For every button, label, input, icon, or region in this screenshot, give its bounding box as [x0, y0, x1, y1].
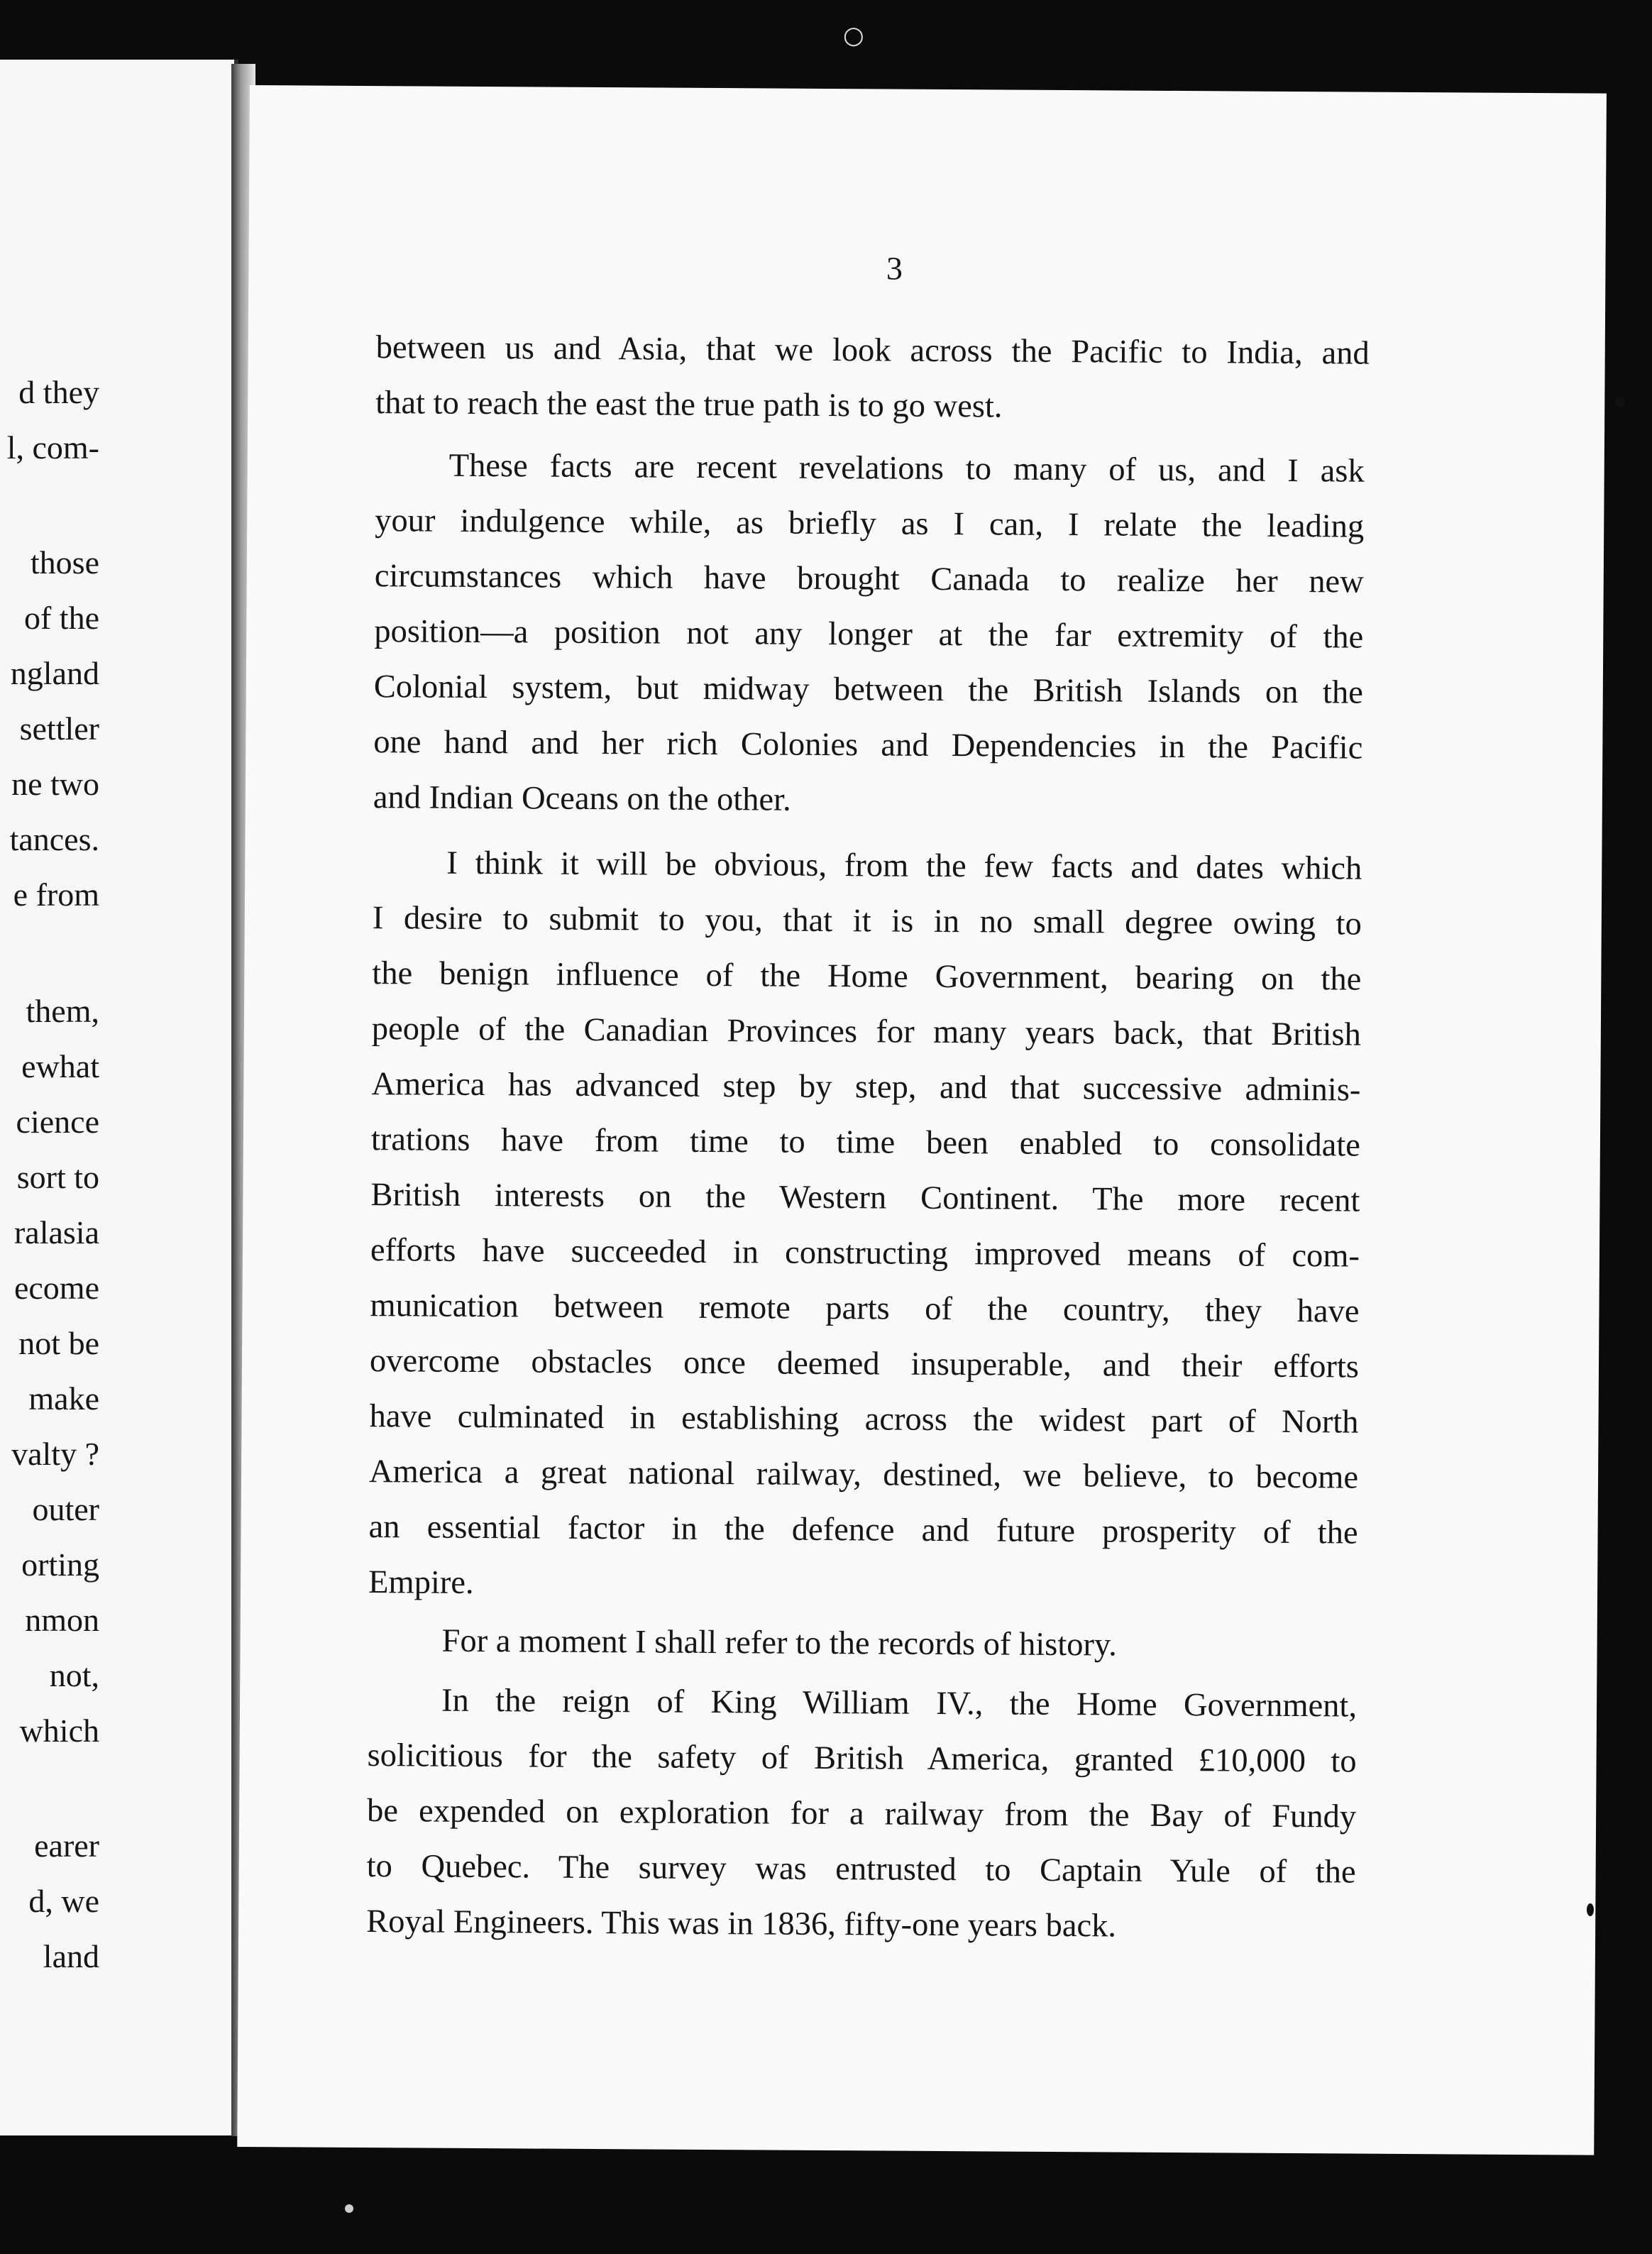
paragraph-line: Empire.: [368, 1564, 474, 1601]
facing-page-line: not be: [18, 1325, 99, 1361]
facing-page-line: them,: [26, 993, 99, 1029]
paragraph-line: British interests on the Western Continent. The more recent: [370, 1177, 1360, 1219]
facing-page-line: outer: [32, 1491, 99, 1527]
paragraph-line: the benign influence of the Home Government, bearing on the: [372, 955, 1362, 998]
facing-page-line: which: [19, 1713, 99, 1749]
paragraph-line: to Quebec. The survey was entrusted to Captain Yule of the: [366, 1848, 1356, 1891]
facing-page-line: nmon: [25, 1602, 99, 1638]
facing-page-line: ngland: [10, 655, 99, 691]
paragraph-line: Royal Engineers. This was in 1836, fifty-one years back.: [366, 1903, 1117, 1945]
paragraph-line: position—a position not any longer at the far extremity of the: [374, 613, 1364, 656]
paragraph-line: be expended on exploration for a railway from the Bay of Fundy: [366, 1793, 1357, 1835]
paragraph-line: that to reach the east the true path is to go west.: [375, 385, 1003, 425]
facing-page-line: l, com-: [6, 429, 99, 466]
paragraph-line: America a great national railway, destined, we believe, to become: [368, 1453, 1359, 1496]
facing-page-line: land: [43, 1938, 99, 1974]
facing-page-line: earer: [34, 1827, 99, 1864]
paragraph-line: munication between remote parts of the country, they have: [370, 1287, 1360, 1330]
facing-page-line: ecome: [13, 1270, 99, 1306]
paragraph-line: your indulgence while, as briefly as I can, I relate the leading: [375, 502, 1365, 545]
facing-page: [0, 60, 238, 2135]
paragraph-line: I desire to submit to you, that it is in no small degree owing to: [372, 900, 1362, 942]
facing-page-line: d, we: [28, 1883, 99, 1919]
facing-page-line: e from: [13, 876, 99, 913]
facing-page-line: orting: [21, 1546, 99, 1583]
paragraph-line: have culminated in establishing across the widest part of North: [369, 1398, 1359, 1441]
facing-page-line: ewhat: [21, 1048, 99, 1084]
facing-page-line: make: [28, 1380, 99, 1417]
paragraph-line: between us and Asia, that we look across the Pacific to India, and: [375, 329, 1370, 372]
paragraph-line: For a moment I shall refer to the records of history.: [441, 1622, 1118, 1664]
page-number: 3: [886, 250, 903, 287]
paragraph-line: Colonial system, but midway between the British Islands on the: [373, 669, 1363, 711]
facing-page-line: ne two: [11, 766, 99, 802]
scan-speck: [1615, 397, 1625, 407]
facing-page-line: d they: [18, 374, 99, 410]
paragraph-line: efforts have succeeded in constructing improved means of com-: [370, 1232, 1360, 1275]
facing-page-line: those: [30, 544, 99, 581]
paragraph-line: solicitious for the safety of British America, granted £10,000 to: [367, 1737, 1357, 1780]
facing-page-line: ralasia: [13, 1214, 99, 1250]
paragraph-line: I think it will be obvious, from the few facts and dates which: [446, 845, 1362, 887]
paragraph-line: an essential factor in the defence and future prosperity of the: [368, 1509, 1358, 1551]
facing-page-line: not,: [49, 1657, 99, 1693]
facing-page-line: of the: [23, 600, 99, 636]
facing-page-line: valty ?: [11, 1436, 99, 1472]
paragraph-line: trations have from time to time been enabled to consolidate: [370, 1121, 1361, 1164]
facing-page-line: settler: [19, 710, 99, 747]
paragraph-line: In the reign of King William IV., the Home Government,: [441, 1682, 1358, 1725]
paragraph-line: and Indian Oceans on the other.: [373, 779, 791, 818]
facing-page-line: sort to: [16, 1159, 99, 1195]
paragraph-line: circumstances which have brought Canada to realize her new: [374, 558, 1364, 600]
scan-mark-icon: ○: [843, 21, 864, 50]
facing-page-line: tances.: [9, 821, 99, 857]
paragraph-line: America has advanced step by step, and that successive adminis-: [371, 1066, 1361, 1109]
facing-page-line: cience: [16, 1104, 99, 1140]
paragraph-line: one hand and her rich Colonies and Dependencies in the Pacific: [373, 724, 1363, 766]
scan-speck: [1587, 1903, 1594, 1916]
paragraph-line: people of the Canadian Provinces for many years back, that British: [371, 1011, 1362, 1053]
paragraph-line: overcome obstacles once deemed insuperable, and their efforts: [369, 1343, 1360, 1385]
scan-speck: [345, 2204, 353, 2213]
paragraph-line: These facts are recent revelations to many of us, and I ask: [448, 447, 1365, 490]
main-page: [237, 85, 1607, 2155]
